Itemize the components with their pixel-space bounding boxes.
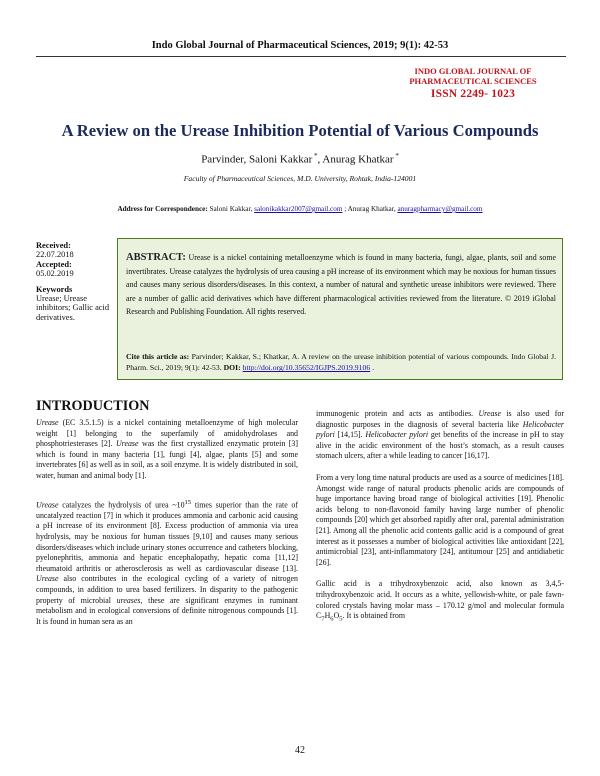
running-header: Indo Global Journal of Pharmaceutical Sciences, 2019; 9(1): 42-53 — [151, 40, 449, 51]
received-date: 22.07.2018 — [36, 250, 74, 260]
abstract-box — [117, 238, 563, 380]
term: Urease — [36, 574, 59, 584]
right-column — [316, 409, 564, 625]
paragraph: immunogenic protein and acts as antibodies. Urease is also used for diagnostic purposes in the diagnosis of several bacteria like Helicobacter pylori [14,15]. Helicobacter pylori get benefits of the increase in pH to stay alive in the acidic environment of the host’s stomach, as a result causes stomach ulcers, after a while leading to cancer [16,17]. — [316, 409, 564, 461]
term: Urease — [36, 418, 59, 427]
accepted-label: Accepted: — [36, 259, 72, 269]
doi-label: DOI — [223, 363, 239, 373]
email-link-2[interactable]: anuragpharmacy@gmail.com — [397, 205, 483, 213]
author-list — [0, 152, 600, 166]
term: Helicobacter pylori — [316, 419, 564, 440]
correspondence-label: Address for Correspondence: — [117, 205, 208, 213]
correspondence-separator: ; Anurag Khatkar, — [342, 205, 398, 213]
term: Helicobacter pylori — [365, 430, 429, 440]
citation — [126, 351, 556, 374]
citation-label: Cite this article as: — [126, 352, 190, 361]
abstract-text: Urease is a nickel containing metalloenzyme which is found in many bacteria, fungi, algae, plants, soil and some invertibrates. Urease catalyzes the hydrolysis of urea causing a pH increase of its environment which may be noxious for human tissues and causes many serious disorders/diseases. In this context, a number of natural and synthetic urease inhibitors were reviewed. There are a number of gallic acid derivatives which have different pharmacological activities reviewed from the literature. © 2019 iGlobal Research and Publishing Foundation. All rights reserved. — [126, 253, 556, 317]
keywords-label: Keywords — [36, 284, 73, 294]
correspondence-name: Saloni Kakkar, — [207, 205, 255, 213]
citation-end: . — [370, 363, 375, 373]
author-name: Parvinder, Saloni Kakkar — [201, 153, 313, 166]
abstract-label: ABSTRACT: — [126, 252, 186, 263]
author-name: , Anurag Khatkar — [317, 153, 394, 166]
term: ureases — [116, 595, 141, 605]
journal-badge — [398, 66, 548, 100]
accepted-date: 05.02.2019 — [36, 269, 74, 279]
header-rule — [36, 56, 566, 57]
issn: ISSN 2249- 1023 — [430, 88, 516, 100]
doi-separator: : — [238, 363, 243, 373]
received-label: Received: — [36, 241, 71, 250]
journal-name-line2: PHARMACEUTICAL SCIENCES — [409, 76, 537, 86]
paragraph: From a very long time natural products are used as a source of medicines [18]. Amongst wide range of natural products phenolic acids are compounds of huge importance having broad range of biological activities [19]. Phenolic acids belong to non-flavonoid family having large number of phenolic compounds [20] which get absorbed rapidly after oral, parental administration [21]. Among all the phenolic acid contents gallic acid is a compound of great interest as it possesses a number of biological activities like antioxidant [22], antimicrobial [23], anti-inflammatory [24], antitumour [25] and antidiabetic [26]. — [316, 472, 564, 567]
superscript: 15 — [184, 498, 192, 506]
term: Urease — [115, 439, 139, 449]
paragraph: Urease (EC 3.5.1.5) is a nickel containing metalloenzyme of high molecular weight [1] belonging to the superfamily of amidohydrolases and phosphotriesterases [2]. Urease was the first crystallized enzymatic protein [3] which is found in many bacteria [1], fungi [4], algae, plants [5] and some invertebrates [6] as well as in soil, as a soil enzyme. It is widely distributed in soil, water, human and animal body [1]. — [36, 418, 298, 480]
journal-name-line1: INDO GLOBAL JOURNAL OF — [414, 66, 532, 76]
citation-text: Parvinder; Kakkar, S.; Khatkar, A. A review on the urease inhibition potential of various compounds. Indo Global J. Pharm. Sci., 2019; 9(1): 42-53. — [126, 352, 557, 373]
article-meta — [36, 241, 116, 322]
affiliation: Faculty of Pharmaceutical Sciences, M.D. University, Rohtak, India-124001 — [183, 174, 417, 183]
article-title: A Review on the Urease Inhibition Potential of Various Compounds — [61, 121, 539, 140]
page-number: 42 — [295, 745, 305, 756]
paragraph: Gallic acid is a trihydroxybenzoic acid, also known as 3,4,5-trihydroxybenzoic acid. It occurs as a white, yellowish-white, or pale fawn-colored crystals having molar mass – 170.12 g/mol and molecular formula $C_7H_6O_5$. It is obtained from — [316, 579, 564, 623]
paragraph: Urease catalyzes the hydrolysis of urea $\sim 10^{15}$ times superior than the rate of uncatalyzed reaction [7] in which it produces ammonia and carbonic acid causing a pH increase of its environment [8]. Excess production of ammonia via urea hydrolysis, may be noxious for human tissues [9,10] and causes many serious disorders/diseases which include urinary stones occurrence and catheters blocking, pyelonephritis, ammonia and hepatic encephalopathy, hepatic coma [11,12] rheumatoid arthritis or atherosclerosis as well as cardiovascular disease [13]. Urease also contributes in the ecological cycling of a variety of nitrogen compounds, in addition to urea based fertilizers. In disparity to the pathogenic property of microbial ureases, these are significant enzymes in ruminant metabolism and in ecological conversions of definite nitrogenous compounds [1]. It is found in human sera as an — [36, 498, 298, 626]
author-mark: * — [314, 152, 318, 160]
term: Urease — [478, 409, 501, 418]
keywords: Urease; Urease inhibitors; Gallic acid derivatives. — [36, 294, 110, 322]
term: Urease — [36, 500, 59, 510]
email-link-1[interactable]: salonikakkar2007@gmail.com — [254, 205, 343, 213]
section-heading: INTRODUCTION — [36, 398, 150, 414]
correspondence-line — [0, 205, 600, 213]
author-mark: * — [395, 152, 399, 160]
left-column — [36, 418, 298, 627]
abstract — [126, 251, 556, 319]
doi-link[interactable]: http://doi.org/10.35652/IGJPS.2019.9106 — [242, 363, 371, 373]
